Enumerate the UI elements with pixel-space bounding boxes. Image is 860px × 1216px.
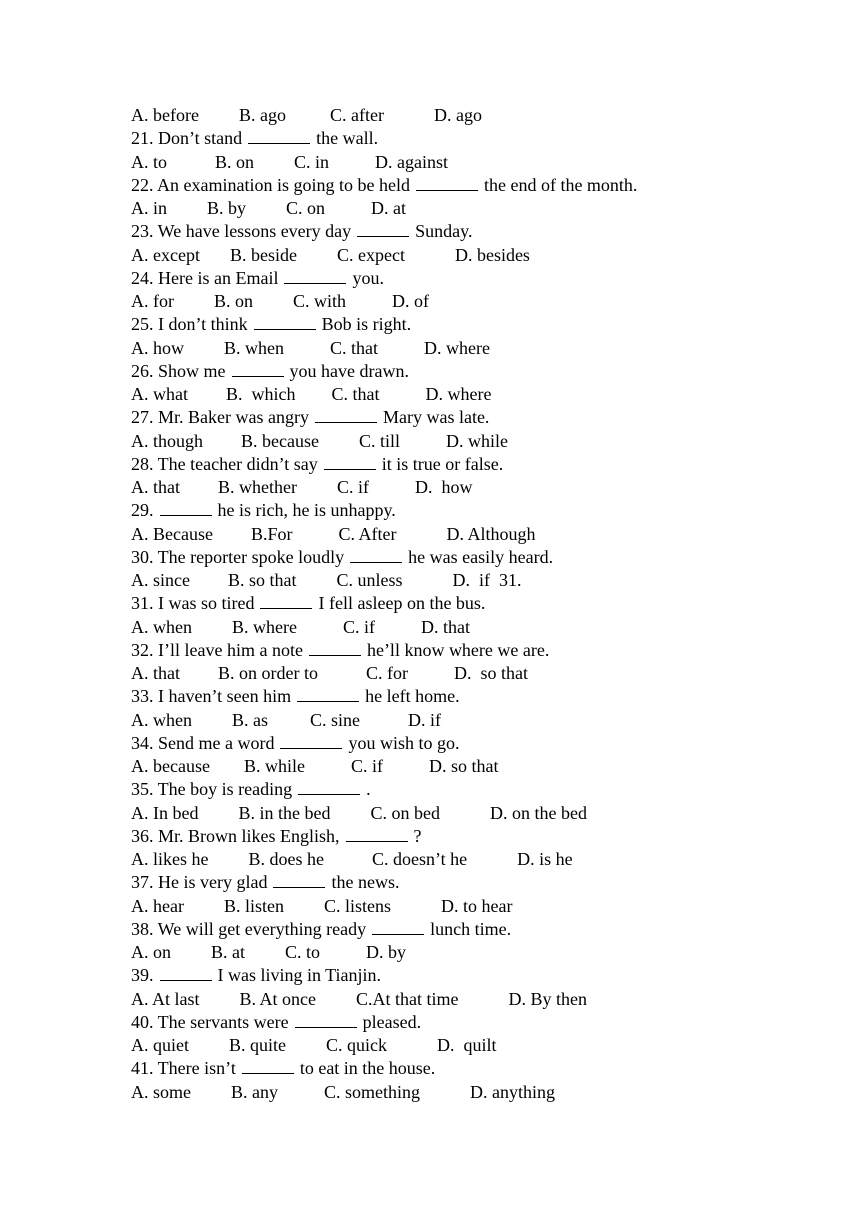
answer-option: A. for xyxy=(131,291,174,311)
answer-option: C. if xyxy=(350,756,383,776)
answer-option: D. if 31. xyxy=(452,570,522,590)
answer-option: C. quick xyxy=(326,1035,387,1055)
answer-option: C. unless xyxy=(336,570,403,590)
question-text: 32. I’ll leave him a note xyxy=(131,639,303,660)
question-text-end: the wall. xyxy=(316,128,379,149)
answer-option: A. in xyxy=(131,198,167,218)
answer-option: D. of xyxy=(392,291,430,311)
question-line xyxy=(131,499,831,522)
options-line xyxy=(131,802,831,825)
answer-option: A. that xyxy=(131,663,180,683)
answer-option: C. doesn’t he xyxy=(371,849,468,869)
answer-option: A. Because xyxy=(131,523,213,544)
question-text-end: he is rich, he is unhappy. xyxy=(217,500,396,521)
options-line xyxy=(131,755,831,778)
answer-blank xyxy=(160,500,212,516)
options-line xyxy=(131,151,831,174)
question-text: 39. xyxy=(131,965,154,986)
question-text: 28. The teacher didn’t say xyxy=(131,453,318,474)
answer-option: D. if xyxy=(408,709,442,730)
answer-option: C. sine xyxy=(310,709,361,730)
answer-option: A. quiet xyxy=(131,1035,189,1055)
answer-blank xyxy=(309,640,361,656)
answer-option: A. At last xyxy=(131,988,200,1009)
options-line xyxy=(131,104,831,127)
answer-blank xyxy=(260,593,312,609)
question-text: 23. We have lessons every day xyxy=(131,221,352,242)
options-line xyxy=(131,337,831,360)
question-text-end: Mary was late. xyxy=(382,407,490,428)
answer-blank xyxy=(350,547,402,563)
answer-option: B. as xyxy=(232,709,268,730)
answer-option: A. except xyxy=(131,244,200,265)
question-text: 30. The reporter spoke loudly xyxy=(131,546,345,567)
question-text: 29. xyxy=(131,500,154,521)
answer-option: C. with xyxy=(293,291,347,311)
answer-option: B. when xyxy=(224,337,284,358)
answer-option: D. is he xyxy=(517,849,573,869)
question-text: 21. Don’t stand xyxy=(131,128,243,149)
question-text: 34. Send me a word xyxy=(131,732,275,753)
options-line xyxy=(131,244,831,267)
answer-option: B. quite xyxy=(229,1035,286,1055)
answer-blank xyxy=(315,407,377,423)
answer-option: B. where xyxy=(232,616,297,637)
answer-option: C. listens xyxy=(324,895,392,916)
answer-option: C. to xyxy=(285,942,321,962)
question-text-end: it is true or false. xyxy=(381,453,504,474)
question-line xyxy=(131,127,831,150)
answer-blank xyxy=(248,128,310,144)
answer-option: D. how xyxy=(415,477,473,497)
answer-blank xyxy=(232,361,284,377)
answer-option: C. expect xyxy=(336,244,405,265)
answer-blank xyxy=(324,454,376,470)
question-text-end: lunch time. xyxy=(430,918,512,939)
question-text-end: he’ll know where we are. xyxy=(366,639,550,660)
question-text-end: I was living in Tianjin. xyxy=(217,965,382,986)
answer-option: B. on xyxy=(214,291,254,311)
answer-option: D. to hear xyxy=(441,895,513,916)
options-line xyxy=(131,616,831,639)
answer-option: A. what xyxy=(131,384,188,404)
answer-blank xyxy=(160,965,212,981)
answer-option: B. in the bed xyxy=(238,802,331,823)
answer-option: A. before xyxy=(131,105,199,125)
answer-blank xyxy=(372,919,424,935)
answer-option: D. against xyxy=(375,151,449,172)
answer-option: C. if xyxy=(336,477,369,497)
options-line xyxy=(131,662,831,685)
question-text-end: ? xyxy=(413,825,422,846)
question-text-end: Sunday. xyxy=(415,221,473,242)
answer-blank xyxy=(284,268,346,284)
answer-option: D. while xyxy=(445,430,508,451)
answer-option: B. which xyxy=(226,384,296,404)
options-line xyxy=(131,569,831,592)
options-line xyxy=(131,848,831,871)
answer-option: A. since xyxy=(131,570,190,590)
answer-option: B. on xyxy=(215,151,255,172)
answer-option: A. some xyxy=(131,1081,191,1102)
answer-option: C. something xyxy=(324,1081,421,1102)
answer-option: D. on the bed xyxy=(489,802,587,823)
question-text-end: you have drawn. xyxy=(289,360,409,381)
question-line xyxy=(131,453,831,476)
options-line xyxy=(131,476,831,499)
question-text: 24. Here is an Email xyxy=(131,267,279,288)
question-line xyxy=(131,871,831,894)
question-line xyxy=(131,639,831,662)
answer-option: B.For xyxy=(250,523,293,544)
options-line xyxy=(131,523,831,546)
options-line xyxy=(131,383,831,406)
question-line xyxy=(131,220,831,243)
question-text-end: you wish to go. xyxy=(348,732,460,753)
question-text: 31. I was so tired xyxy=(131,593,255,614)
question-text-end: he left home. xyxy=(365,686,460,707)
options-line xyxy=(131,197,831,220)
question-text: 36. Mr. Brown likes English, xyxy=(131,825,340,846)
options-line xyxy=(131,988,831,1011)
answer-option: D. at xyxy=(371,198,407,218)
answer-option: D. that xyxy=(421,616,470,637)
question-text-end: you. xyxy=(352,267,384,288)
answer-option: D. By then xyxy=(508,988,588,1009)
options-line xyxy=(131,709,831,732)
answer-blank xyxy=(346,826,408,842)
answer-option: C. for xyxy=(365,663,408,683)
answer-option: B. does he xyxy=(248,849,324,869)
question-line xyxy=(131,313,831,336)
answer-blank xyxy=(298,779,360,795)
answer-option: B. so that xyxy=(227,570,297,590)
question-line xyxy=(131,918,831,941)
answer-option: D. so that xyxy=(453,663,528,683)
answer-blank xyxy=(297,686,359,702)
answer-option: A. because xyxy=(131,756,210,776)
answer-option: C. After xyxy=(338,523,397,544)
question-line xyxy=(131,546,831,569)
question-text: 25. I don’t think xyxy=(131,314,248,335)
answer-blank xyxy=(254,314,316,330)
answer-option: A. that xyxy=(131,477,180,497)
question-text-end: he was easily heard. xyxy=(408,546,554,567)
answer-option: D. so that xyxy=(428,756,499,776)
options-line xyxy=(131,895,831,918)
question-line xyxy=(131,1011,831,1034)
answer-option: D. ago xyxy=(433,105,482,125)
answer-option: D. anything xyxy=(470,1081,556,1102)
question-line xyxy=(131,685,831,708)
answer-option: B. by xyxy=(207,198,247,218)
answer-option: C.At that time xyxy=(356,988,459,1009)
question-text: 37. He is very glad xyxy=(131,872,268,893)
question-line xyxy=(131,267,831,290)
question-line xyxy=(131,1057,831,1080)
answer-option: B. ago xyxy=(238,105,286,125)
answer-option: B. whether xyxy=(218,477,297,497)
answer-option: A. hear xyxy=(131,895,184,916)
answer-blank xyxy=(280,733,342,749)
answer-option: B. any xyxy=(231,1081,278,1102)
question-text-end: Bob is right. xyxy=(321,314,412,335)
question-text: 26. Show me xyxy=(131,360,226,381)
answer-option: A. In bed xyxy=(131,802,199,823)
answer-option: A. to xyxy=(131,151,167,172)
question-line xyxy=(131,360,831,383)
answer-option: D. where xyxy=(424,337,490,358)
answer-option: B. beside xyxy=(229,244,297,265)
answer-option: B. on order to xyxy=(218,663,318,683)
question-text-end: pleased. xyxy=(362,1011,422,1032)
question-text: 38. We will get everything ready xyxy=(131,918,367,939)
question-text-end: the news. xyxy=(331,872,400,893)
question-line xyxy=(131,406,831,429)
answer-option: C. if xyxy=(342,616,375,637)
question-text-end: to eat in the house. xyxy=(299,1058,436,1079)
question-text-end: the end of the month. xyxy=(483,174,638,195)
question-line xyxy=(131,825,831,848)
answer-option: A. though xyxy=(131,430,203,451)
answer-option: D. besides xyxy=(454,244,530,265)
question-line xyxy=(131,732,831,755)
answer-option: A. on xyxy=(131,942,171,962)
options-line xyxy=(131,941,831,964)
question-line xyxy=(131,592,831,615)
question-text: 41. There isn’t xyxy=(131,1058,236,1079)
question-text: 40. The servants were xyxy=(131,1011,289,1032)
question-text: 35. The boy is reading xyxy=(131,779,293,800)
question-line xyxy=(131,964,831,987)
answer-option: C. that xyxy=(330,337,378,358)
answer-option: B. listen xyxy=(223,895,284,916)
answer-option: C. that xyxy=(331,384,380,404)
answer-option: D. where xyxy=(425,384,492,404)
answer-option: A. when xyxy=(131,709,192,730)
options-line xyxy=(131,1034,831,1057)
options-line xyxy=(131,430,831,453)
answer-option: A. how xyxy=(131,337,184,358)
options-line xyxy=(131,290,831,313)
answer-option: C. after xyxy=(329,105,384,125)
question-text-end: I fell asleep on the bus. xyxy=(318,593,486,614)
question-text: 27. Mr. Baker was angry xyxy=(131,407,309,428)
answer-option: A. likes he xyxy=(131,849,209,869)
answer-option: B. while xyxy=(243,756,305,776)
exercise-page xyxy=(131,104,831,1104)
answer-blank xyxy=(416,175,478,191)
answer-option: D. quilt xyxy=(437,1035,497,1055)
answer-option: C. till xyxy=(358,430,400,451)
answer-option: D. by xyxy=(366,942,407,962)
question-line xyxy=(131,778,831,801)
answer-option: C. in xyxy=(294,151,330,172)
answer-blank xyxy=(295,1012,357,1028)
answer-option: B. at xyxy=(211,942,245,962)
answer-blank xyxy=(357,221,409,237)
answer-option: B. At once xyxy=(239,988,317,1009)
answer-option: A. when xyxy=(131,616,192,637)
question-text: 33. I haven’t seen him xyxy=(131,686,292,707)
answer-option: C. on xyxy=(286,198,326,218)
answer-option: C. on bed xyxy=(370,802,440,823)
question-text-end: . xyxy=(366,779,371,800)
answer-blank xyxy=(273,872,325,888)
question-text: 22. An examination is going to be held xyxy=(131,174,410,195)
options-line xyxy=(131,1081,831,1104)
answer-option: B. because xyxy=(241,430,319,451)
answer-option: D. Although xyxy=(446,523,536,544)
answer-blank xyxy=(242,1058,294,1074)
question-line xyxy=(131,174,831,197)
